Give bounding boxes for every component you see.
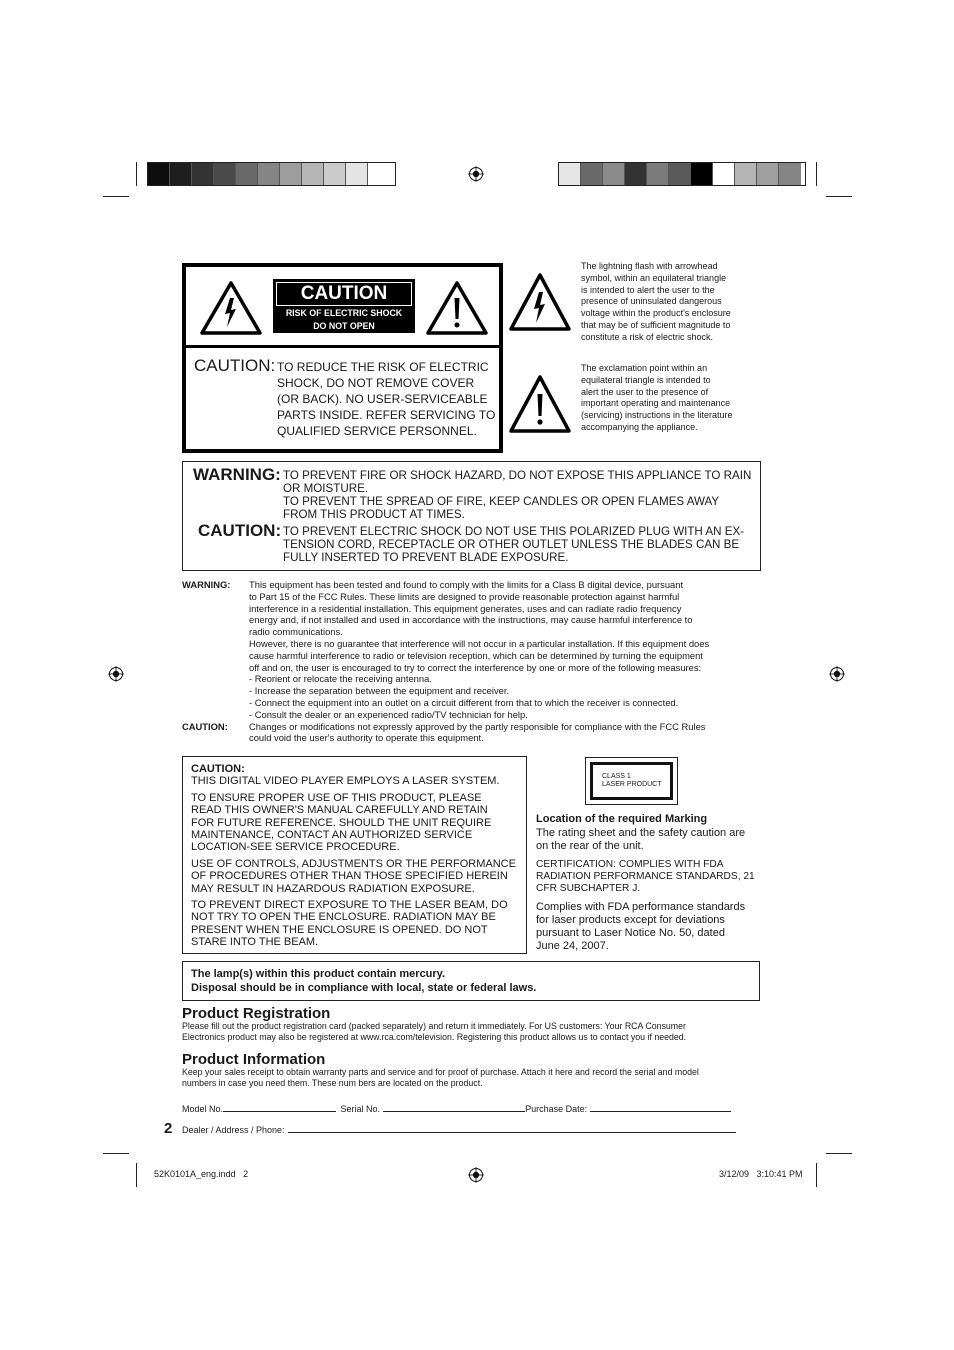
caution-box-divider [186, 345, 499, 348]
caution-main-line: TO REDUCE THE RISK OF ELECTRIC [277, 360, 489, 374]
fda-line: Complies with FDA performance standards [536, 900, 746, 913]
dealer-field[interactable] [288, 1122, 736, 1133]
caution-main-line: (OR BACK). NO USER-SERVICEABLE [277, 391, 488, 406]
information-line: numbers in case you need them. These num bers are located on the product. [182, 1077, 483, 1088]
laser-caution-line: LOCATION-SEE SERVICE PROCEDURE. [191, 841, 400, 854]
caution-main-line: QUALIFIED SERVICE PERSONNEL. [277, 423, 477, 438]
plug-caution-label: CAUTION: [198, 521, 282, 540]
marking-line: on the rear of the unit. [536, 840, 644, 852]
color-swatch [258, 163, 280, 185]
laser-caution-line: TO ENSURE PROPER USE OF THIS PRODUCT, PLEASE [191, 791, 482, 804]
caution-badge-sub1: RISK OF ELECTRIC SHOCK [285, 308, 403, 318]
caution-main-line: SHOCK, DO NOT REMOVE COVER [277, 375, 475, 390]
exclamation-explanation-line: important operating and maintenance [581, 398, 731, 409]
laser-caution-line: TO PREVENT DIRECT EXPOSURE TO THE LASER BEAM, DO [191, 899, 508, 912]
registration-target-icon [108, 666, 124, 682]
certification-line: CERTIFICATION: COMPLIES WITH FDA [536, 858, 724, 870]
color-swatch [647, 163, 669, 185]
exclamation-explanation-line: alert the user to the presence of [581, 386, 709, 397]
fda-line: for laser products except for deviations [536, 913, 725, 926]
color-swatch [346, 163, 368, 185]
crop-mark [816, 162, 817, 186]
information-line: Keep your sales receipt to obtain warranty parts and service and for proof of purchase. Attach it here and record the serial and model [182, 1067, 699, 1077]
color-swatch [625, 163, 647, 185]
laser-caution-title: CAUTION: [191, 763, 245, 775]
plug-caution-text [283, 526, 759, 565]
color-swatch [581, 163, 603, 185]
certification-line: RADIATION PERFORMANCE STANDARDS, 21 [536, 870, 755, 882]
fcc-line: interference in a residential installation. This equipment generates, uses and can radiate radio frequency [249, 602, 682, 614]
caution-main-label: CAUTION: [194, 356, 276, 375]
serial-number-label: Serial No. [340, 1104, 381, 1114]
page-number: 2 [164, 1120, 173, 1137]
crop-mark [816, 1163, 817, 1187]
laser-caution-line: NOT TRY TO OPEN THE ENCLOSURE. RADIATION MAY BE [191, 911, 496, 924]
warning-line: TO PREVENT FIRE OR SHOCK HAZARD, DO NOT EXPOSE THIS APPLIANCE TO RAIN [283, 469, 752, 482]
lightning-explanation-line: that may be of sufficient magnitude to [581, 319, 731, 330]
laser-caution-line: USE OF CONTROLS, ADJUSTMENTS OR THE PERFORMANCE [191, 857, 516, 870]
plug-caution-line: TENSION CORD, RECEPTACLE OR OTHER OUTLET UNLESS THE BLADES CAN BE [283, 537, 740, 551]
color-swatch [757, 163, 779, 185]
color-swatch [779, 163, 801, 185]
warning-label: WARNING: [193, 465, 281, 484]
lightning-explanation [581, 261, 761, 344]
laser-caution-line: OF PROCEDURES OTHER THAN THOSE SPECIFIED HEREIN [191, 870, 508, 883]
fcc-line: - Consult the dealer or an experienced radio/TV technician for help. [249, 708, 528, 720]
laser-label-line: CLASS 1 [602, 773, 631, 780]
fcc-line: off and on, the user is encouraged to try to correct the interference by one or more of the following measures: [249, 661, 702, 673]
color-swatch [148, 163, 170, 185]
laser-caution-box [182, 756, 527, 954]
crop-mark [136, 1163, 137, 1187]
laser-label-line: LASER PRODUCT [602, 781, 662, 788]
lightning-explanation-line: symbol, within an equilateral triangle [581, 272, 727, 283]
warning-line: OR MOISTURE. [283, 481, 369, 495]
fire-shock-warning-box [182, 461, 761, 571]
registration-target-icon [468, 1167, 484, 1183]
fcc-warning-label: WARNING: [182, 579, 231, 590]
exclamation-explanation-line: (servicing) instructions in the literature [581, 410, 733, 421]
exclamation-explanation-line: accompanying the appliance. [581, 421, 698, 432]
color-calibration-bar-right [558, 162, 806, 186]
fcc-line: - Connect the equipment into an outlet on a circuit different from that to which the receiver is connected. [249, 696, 679, 708]
marking-info [536, 813, 761, 953]
footer-file-name: 52K0101A_eng.indd 2 [154, 1169, 249, 1179]
lightning-symbol-icon [508, 272, 572, 332]
exclamation-explanation-line: The exclamation point within an [581, 363, 708, 373]
information-heading: Product Information [182, 1051, 326, 1068]
dealer-label: Dealer / Address / Phone: [182, 1125, 285, 1135]
color-swatch [691, 163, 713, 185]
mercury-line: Disposal should be in compliance with local, state or federal laws. [191, 982, 537, 994]
warning-line: TO PREVENT THE SPREAD OF FIRE, KEEP CANDLES OR OPEN FLAMES AWAY [283, 494, 720, 508]
crop-mark [826, 196, 852, 197]
fcc-caution-label: CAUTION: [182, 721, 228, 732]
certification-line: CFR SUBCHAPTER J. [536, 882, 641, 894]
laser-caution-line: STARE INTO THE BEAM. [191, 936, 319, 949]
color-swatch [713, 163, 735, 185]
purchase-date-field[interactable] [590, 1101, 731, 1112]
laser-caution-line: READ THIS OWNER'S MANUAL CAREFULLY AND RETAIN [191, 804, 488, 817]
laser-caution-line: MAY RESULT IN HAZARDOUS RADIATION EXPOSURE. [191, 882, 475, 895]
fcc-line: This equipment has been tested and found to comply with the limits for a Class B digital device, pursuant [249, 579, 684, 590]
product-info-form [182, 1101, 752, 1115]
lightning-explanation-line: constitute a risk of electric shock. [581, 331, 714, 342]
registration-target-icon [468, 166, 484, 182]
fcc-line: radio communications. [249, 626, 343, 638]
footer-date: 3/12/09 3:10:41 PM [719, 1169, 803, 1179]
caution-badge-sub2: DO NOT OPEN [313, 321, 375, 331]
color-swatch [324, 163, 346, 185]
lightning-explanation-line: presence of uninsulated dangerous [581, 296, 722, 307]
fcc-line: - Increase the separation between the equipment and receiver. [249, 685, 510, 697]
marking-line: The rating sheet and the safety caution are [536, 826, 746, 839]
exclamation-symbol-icon [508, 374, 572, 434]
color-swatch [368, 163, 390, 185]
laser-caution-text [191, 763, 523, 949]
caution-main-text [277, 360, 503, 440]
laser-caution-line: PRESENT WHEN THE ENCLOSURE IS OPENED. DO NOT [191, 923, 488, 936]
caution-main-line: PARTS INSIDE. REFER SERVICING TO [277, 407, 496, 422]
mercury-line: The lamp(s) within this product contain mercury. [191, 968, 446, 980]
exclamation-explanation-line: equilateral triangle is intended to [581, 374, 711, 385]
color-swatch [214, 163, 236, 185]
color-swatch [559, 163, 581, 185]
serial-number-field[interactable] [383, 1101, 525, 1112]
color-swatch [302, 163, 324, 185]
fcc-line: energy and, if not installed and used in accordance with the instructions, may cause harmful interference to [249, 614, 693, 626]
color-swatch [735, 163, 757, 185]
fcc-line: cause harmful interference to radio or television reception, which can be determined by turning the equipment [249, 649, 703, 661]
laser-caution-line: FOR FUTURE REFERENCE. SHOULD THE UNIT REQUIRE [191, 816, 492, 829]
fcc-caution-line: could void the user's authority to operate this equipment. [249, 732, 484, 744]
purchase-date-label: Purchase Date: [525, 1104, 588, 1114]
registration-line: Electronics product may also be registered at www.rca.com/television. Registering this product allows us to contact you if needed. [182, 1031, 687, 1042]
class1-laser-label [585, 757, 678, 805]
fda-line: June 24, 2007. [536, 939, 609, 952]
color-swatch [236, 163, 258, 185]
class1-laser-label-inner [590, 762, 673, 800]
fcc-line: to Part 15 of the FCC Rules. These limits are designed to provide reasonable protection against harmful [249, 590, 680, 602]
caution-badge-title: CAUTION [276, 282, 412, 306]
warning-text [283, 470, 759, 522]
model-number-field[interactable] [223, 1101, 336, 1112]
plug-caution-line: TO PREVENT ELECTRIC SHOCK DO NOT USE THIS POLARIZED PLUG WITH AN EX- [283, 525, 745, 538]
crop-mark [103, 196, 129, 197]
color-swatch [603, 163, 625, 185]
mercury-notice [191, 967, 536, 995]
color-swatch [170, 163, 192, 185]
model-number-label: Model No. [182, 1104, 224, 1114]
lightning-warning-icon [200, 281, 262, 335]
fcc-caution-line: Changes or modifications not expressly approved by the partly responsible for compliance with the FCC Rules [249, 720, 706, 732]
caution-warning-box [182, 263, 503, 453]
plug-caution-line: FULLY INSERTED TO PREVENT BLADE EXPOSURE. [283, 550, 569, 564]
color-swatch [192, 163, 214, 185]
crop-mark [103, 1153, 129, 1154]
fcc-line: However, there is no guarantee that interference will not occur in a particular installation. If this equipment does [249, 637, 710, 649]
color-swatch [669, 163, 691, 185]
information-text [182, 1067, 762, 1088]
mercury-notice-box [182, 961, 760, 1001]
warning-line: FROM THIS PRODUCT AT TIMES. [283, 507, 465, 521]
registration-heading: Product Registration [182, 1005, 331, 1022]
lightning-explanation-line: is intended to alert the user to the [581, 284, 715, 295]
registration-target-icon [829, 666, 845, 682]
color-swatch [280, 163, 302, 185]
registration-text [182, 1021, 762, 1042]
lightning-explanation-line: voltage within the product's enclosure [581, 308, 731, 319]
registration-line: Please fill out the product registration card (packed separately) and return it immediately. For US customers: Your RCA Consumer [182, 1021, 686, 1031]
color-calibration-bar-left [147, 162, 396, 186]
dealer-form [182, 1122, 752, 1136]
laser-caution-line: THIS DIGITAL VIDEO PLAYER EMPLOYS A LASER SYSTEM. [191, 775, 500, 788]
lightning-explanation-line: The lightning flash with arrowhead [581, 261, 718, 271]
fda-line: pursuant to Laser Notice No. 50, dated [536, 926, 725, 939]
fcc-line: - Reorient or relocate the receiving antenna. [249, 673, 432, 685]
fcc-statement [249, 579, 761, 744]
exclamation-warning-icon [426, 281, 488, 335]
marking-title: Location of the required Marking [536, 813, 708, 825]
laser-caution-line: MAINTENANCE, CONTACT AN AUTHORIZED SERVICE [191, 829, 473, 842]
crop-mark [826, 1153, 852, 1154]
caution-badge [273, 279, 415, 333]
crop-mark [136, 162, 137, 186]
exclamation-explanation [581, 363, 761, 434]
